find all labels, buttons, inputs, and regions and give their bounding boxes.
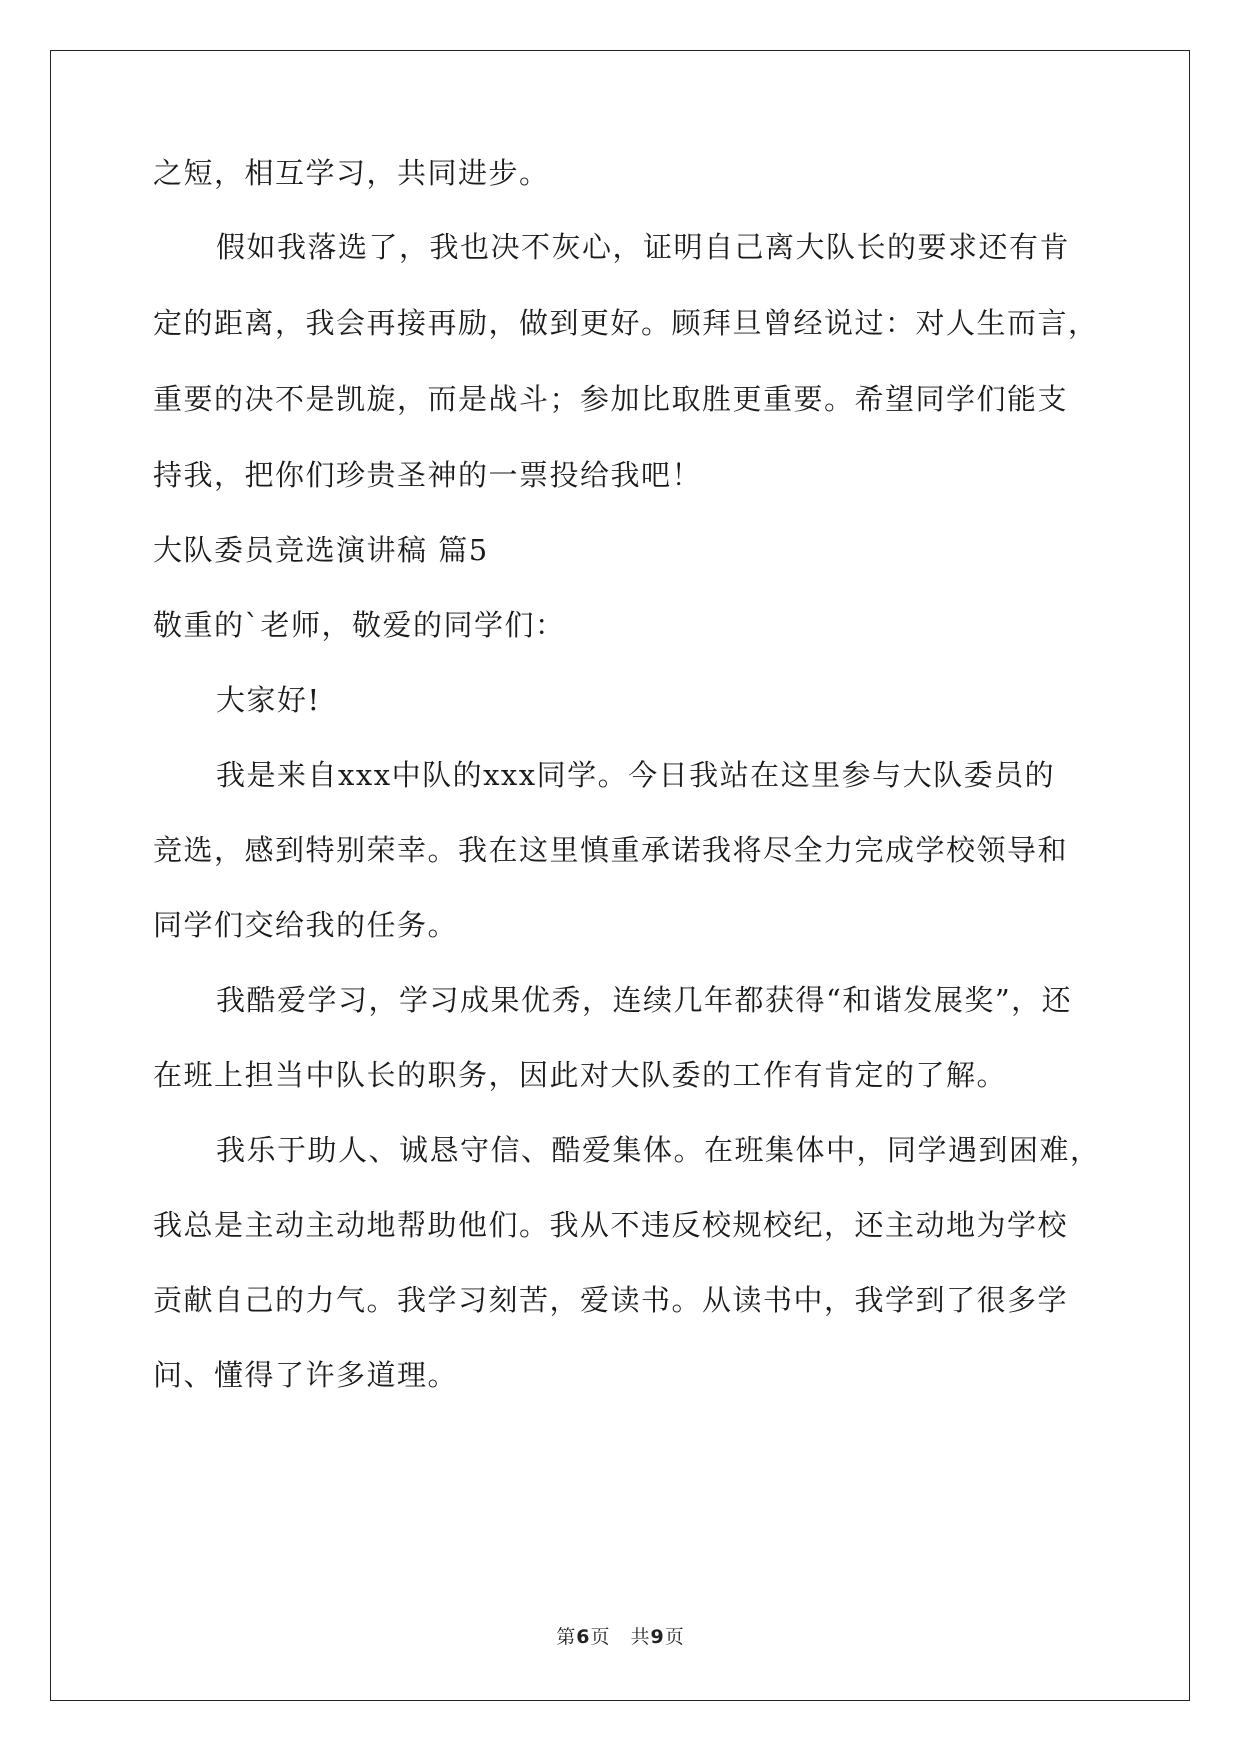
footer-mid: 页 共 [590,1626,651,1648]
text-line: 我酷爱学习，学习成果优秀，连续几年都获得“和谐发展奖”，还 [216,983,1073,1017]
text-line: 假如我落选了，我也决不灰心，证明自己离大队长的要求还有肯 [216,230,1071,264]
greeting: 大家好! [216,683,321,717]
salutation: 敬重的`老师，敬爱的同学们： [153,608,566,642]
section-heading: 大队委员竞选演讲稿 篇5 [153,533,489,567]
total-page-number: 9 [650,1626,665,1648]
text-line: 竞选，感到特别荣幸。我在这里慎重承诺我将尽全力完成学校领导和 [153,833,1069,867]
current-page-number: 6 [576,1626,591,1648]
text-line: 我总是主动主动地帮助他们。我从不违反校规校纪，还主动地为学校 [153,1208,1069,1242]
footer-prefix: 第 [556,1626,577,1648]
text-line: 我是来自xxx中队的xxx同学。今日我站在这里参与大队委员的 [216,758,1056,792]
text-line: 问、懂得了许多道理。 [153,1358,459,1392]
text-line: 持我，把你们珍贵圣神的一票投给我吧！ [153,458,703,492]
page-border [50,50,1190,1701]
text-line: 贡献自己的力气。我学习刻苦，爱读书。从读书中，我学到了很多学 [153,1283,1069,1317]
text-line: 重要的决不是凯旋，而是战斗；参加比取胜更重要。希望同学们能支 [153,382,1069,416]
page-footer [0,1626,1241,1648]
text-line: 之短，相互学习，共同进步。 [153,156,550,190]
text-line: 定的距离，我会再接再励，做到更好。顾拜旦曾经说过：对人生而言， [153,306,1099,340]
footer-suffix: 页 [664,1626,685,1648]
text-line: 在班上担当中队长的职务，因此对大队委的工作有肯定的了解。 [153,1058,1008,1092]
text-line: 同学们交给我的任务。 [153,908,459,942]
text-line: 我乐于助人、诚恳守信、酷爱集体。在班集体中，同学遇到困难， [216,1133,1101,1167]
